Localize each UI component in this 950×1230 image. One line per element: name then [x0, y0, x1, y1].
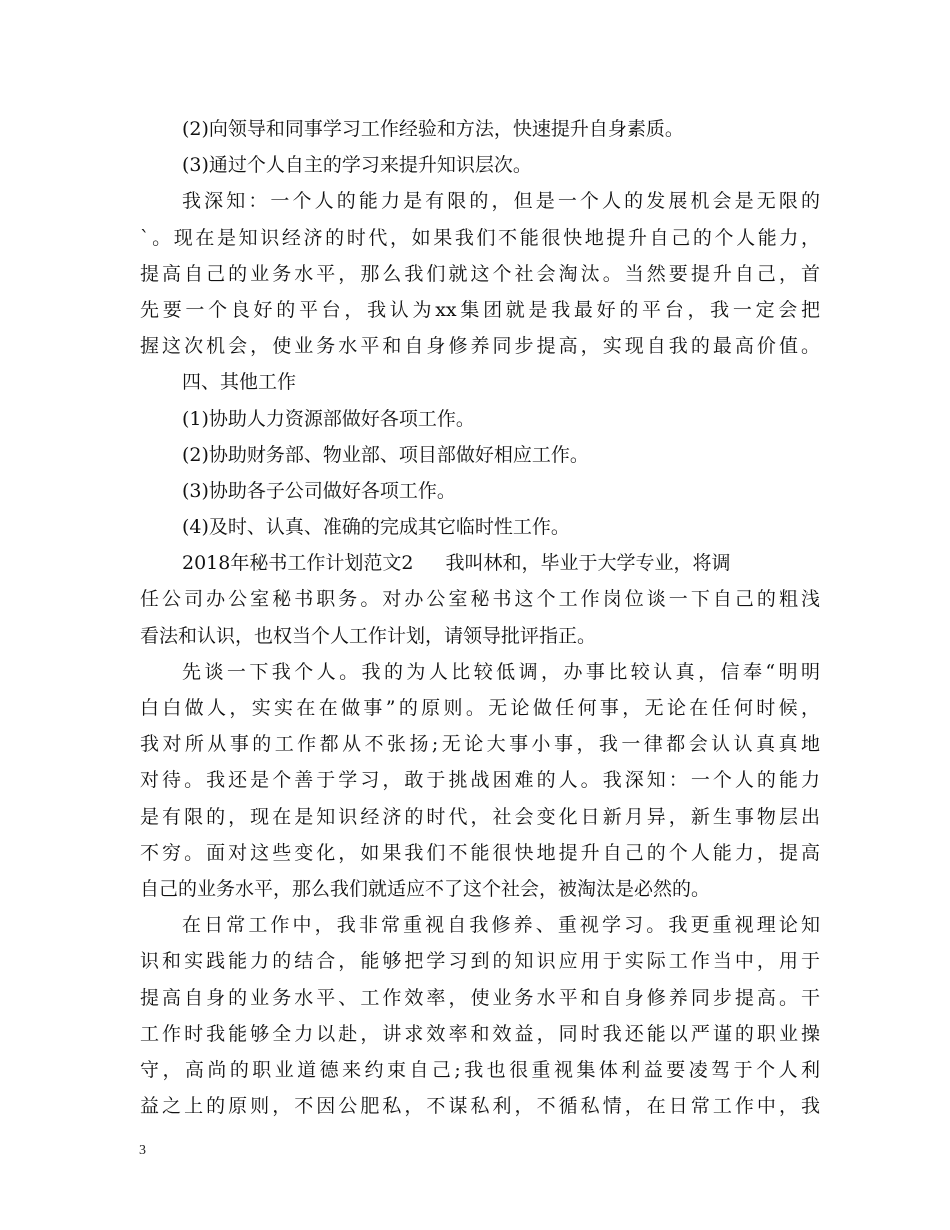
- text-line: 提高自己的业务水平，那么我们就这个社会淘汰。当然要提升自己，首: [140, 262, 820, 285]
- text-line: (1)协助人力资源部做好各项工作。: [182, 407, 475, 430]
- text-line: 自己的业务水平，那么我们就适应不了这个社会，被淘汰是必然的。: [140, 877, 711, 900]
- text-line: 看法和认识，也权当个人工作计划，请领导批评指正。: [140, 624, 597, 647]
- article-title: 2018年秘书工作计划范文2: [182, 552, 414, 575]
- text-line: 先要一个良好的平台，我认为xx集团就是我最好的平台，我一定会把: [140, 298, 820, 321]
- text-line: 握这次机会，使业务水平和自身修养同步提高，实现自我的最高价值。: [140, 335, 820, 358]
- text-line: 益之上的原则，不因公肥私，不谋私利，不循私情，在日常工作中，我: [140, 1095, 820, 1118]
- text-line: (3)协助各子公司做好各项工作。: [182, 479, 456, 502]
- article-title-line: [140, 545, 820, 581]
- text-line: 是有限的，现在是知识经济的时代，社会变化日新月异，新生事物层出: [140, 805, 820, 828]
- text-line: 识和实践能力的结合，能够把学习到的知识应用于实际工作当中，用于: [140, 950, 820, 973]
- text-line: (2)向领导和同事学习工作经验和方法，快速提升自身素质。: [182, 118, 684, 140]
- text-line: 守，高尚的职业道德来约束自己;我也很重视集体利益要凌驾于个人利: [140, 1058, 820, 1081]
- text-line: 任公司办公室秘书职务。对办公室秘书这个工作岗位谈一下自己的粗浅: [140, 588, 820, 611]
- text-line: (3)通过个人自主的学习来提升知识层次。: [182, 154, 532, 177]
- text-line: 不穷。面对这些变化，如果我们不能很快地提升自己的个人能力，提高: [140, 841, 820, 864]
- text-line: 白白做人，实实在在做事”的原则。无论做任何事，无论在任何时候，: [140, 697, 820, 719]
- text-line: (2)协助财务部、物业部、项目部做好相应工作。: [182, 443, 589, 466]
- text-line: 我深知：一个人的能力是有限的，但是一个人的发展机会是无限的: [182, 190, 820, 213]
- text-line: 先谈一下我个人。我的为人比较低调，办事比较认真，信奉“明明: [182, 660, 820, 683]
- text-line: `。现在是知识经济的时代，如果我们不能很快地提升自己的个人能力，: [140, 226, 820, 249]
- text-line: 在日常工作中，我非常重视自我修养、重视学习。我更重视理论知: [182, 914, 820, 937]
- section-heading: 四、其他工作: [182, 371, 297, 394]
- text-line: 工作时我能够全力以赴，讲求效率和效益，同时我还能以严谨的职业操: [140, 1022, 820, 1045]
- text-line: (4)及时、认真、准确的完成其它临时性工作。: [182, 516, 570, 539]
- text-line: 提高自身的业务水平、工作效率，使业务水平和自身修养同步提高。干: [140, 986, 820, 1009]
- text-line: 对待。我还是个善于学习，敢于挑战困难的人。我深知：一个人的能力: [140, 769, 820, 792]
- document-body: [140, 111, 820, 1124]
- text-line: 我对所从事的工作都从不张扬;无论大事小事，我一律都会认认真真地: [140, 733, 820, 756]
- article-intro: 我叫林和，毕业于大学专业，将调: [445, 552, 731, 575]
- page-number: 3: [139, 1143, 146, 1158]
